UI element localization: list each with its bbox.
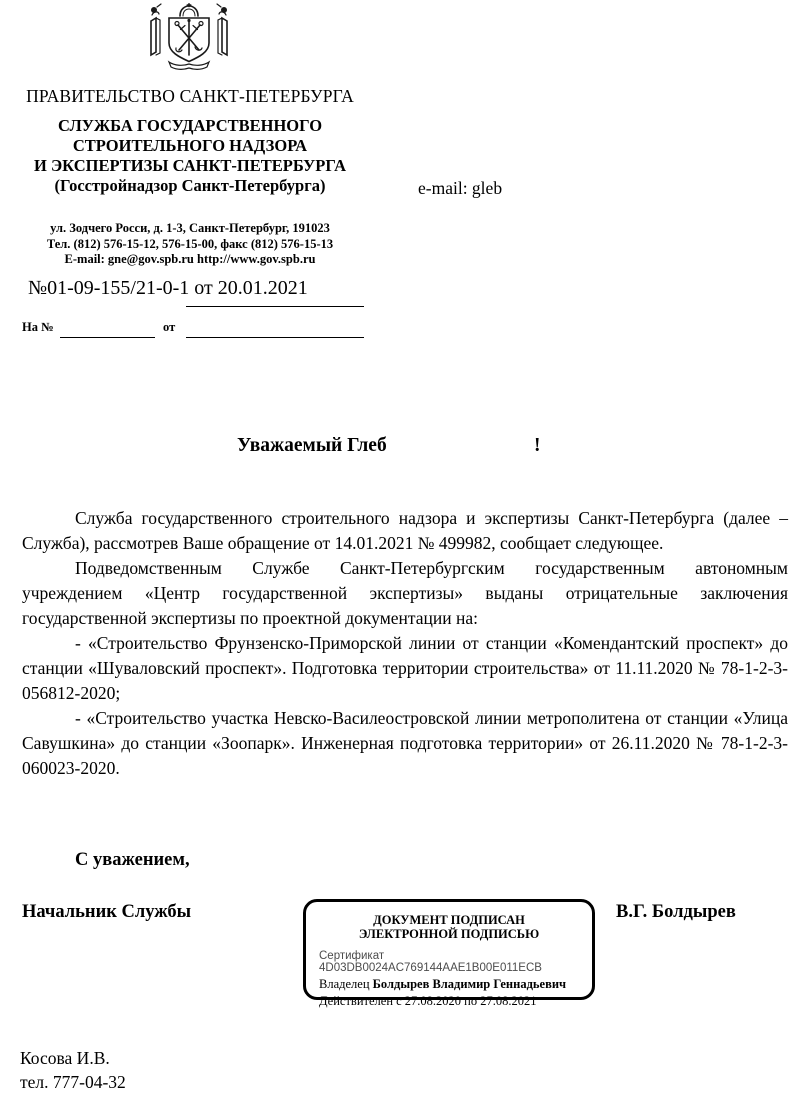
address-line-2: Тел. (812) 576-15-12, 576-15-00, факс (812) 576-15-13 [46,236,334,251]
signer-title: Начальник Службы [22,902,192,922]
paragraph-item-2: - «Строительство участка Невско-Василеостровской линии метрополитена от станции «Улица Савушкина» до станции «Зоопарк». Инженерная подготовка территории» от 26.11.2020 № 78-1-2-3-060023-2020. [22,708,788,778]
signer-name: В.Г. Болдырев [616,902,736,922]
organization-name [0,116,380,196]
salutation: Уважаемый Глеб [237,435,387,456]
org-line-3: И ЭКСПЕРТИЗЫ САНКТ-ПЕТЕРБУРГА [34,156,346,175]
certificate-label: Сертификат [319,950,385,962]
org-line-1: СЛУЖБА ГОСУДАРСТВЕННОГО [57,116,323,135]
document-number-underline [186,306,364,307]
government-title: ПРАВИТЕЛЬСТВО САНКТ-ПЕТЕРБУРГА [26,86,354,106]
reply-date-blank [186,337,364,338]
reply-number-label: На № [22,320,54,334]
stamp-title-line-1: ДОКУМЕНТ ПОДПИСАН [373,913,525,927]
electronic-signature-stamp [303,899,595,1008]
salutation-punctuation: ! [534,435,541,456]
executor-name: Косова И.В. [20,1048,110,1068]
paragraph-subordinate: Подведомственным Службе Санкт-Петербургским государственным автономным учреждением «Центр государственной экспертизы» выданы отрицательные заключения государственной экспертизы по проектной документации на: [22,558,788,628]
certificate-value: 4D03DB0024AC769144AAE1B00E011ECB [319,962,542,974]
paragraph-item-1: - «Строительство Фрунзенско-Приморской линии от станции «Комендантский проспект» до станции «Шуваловский проспект». Подготовка территории строительства» от 11.11.2020 № 78-1-2-3-056812-2020; [22,633,788,703]
document-number: №01-09-155/21-0-1 от 20.01.2021 [28,277,308,299]
org-address-block [0,221,380,268]
reply-number-blank [60,337,155,338]
email-note: e-mail: gleb [418,178,503,198]
address-line-1: ул. Зодчего Росси, д. 1-3, Санкт-Петербург, 191023 [50,221,330,235]
closing-phrase: С уважением, [75,850,190,870]
stamp-certificate-line [319,950,592,974]
org-line-4: (Госстройнадзор Санкт-Петербурга) [54,176,326,195]
st-petersburg-emblem-icon [143,3,235,71]
owner-label: Владелец [319,977,370,991]
stamp-validity-line: Действителен с 27.08.2020 по 27.08.2021 [319,994,537,1008]
paragraph-intro: Служба государственного строительного надзора и экспертизы Санкт-Петербурга (далее – Служба), рассмотрев Ваше обращение от 14.01.2021 № 499982, сообщает следующее. [22,508,788,553]
stamp-title [306,914,592,941]
org-line-2: СТРОИТЕЛЬНОГО НАДЗОРА [72,136,308,155]
executor-phone: тел. 777-04-32 [20,1072,126,1092]
coat-of-arms-emblem [143,3,235,71]
letter-body [22,506,788,781]
stamp-owner-line [319,977,592,992]
owner-name: Болдырев Владимир Геннадьевич [372,977,567,991]
reply-date-label: от [163,320,176,334]
stamp-title-line-2: ЭЛЕКТРОННОЙ ПОДПИСЬЮ [358,926,540,941]
address-line-3: E-mail: gne@gov.spb.ru http://www.gov.spb.ru [64,252,316,266]
